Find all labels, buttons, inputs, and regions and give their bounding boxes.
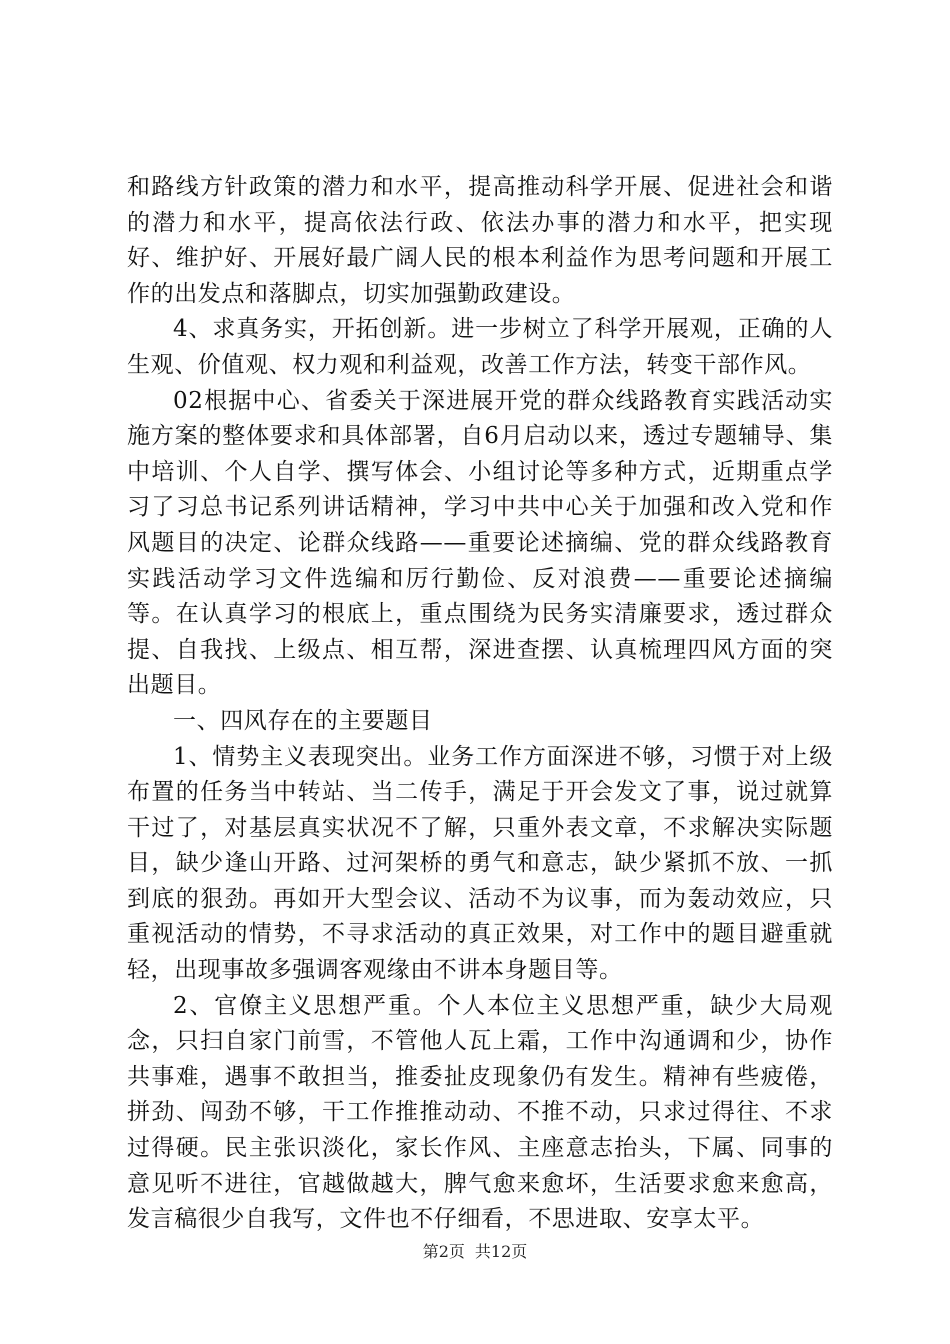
- paragraph-6: 2、官僚主义思想严重。个人本位主义思想严重，缺少大局观念，只扫自家门前雪，不管他人瓦上霜，工作中沟通调和少，协作共事难，遇事不敢担当，推委扯皮现象仍有发生。精神有些疲倦，拼劲、闯劲不够，干工作推推动动、不推不动，只求过得往、不求过得硬。民主张识淡化，家长作风、主座意志抬头，下属、同事的意见听不进往，官越做越大，脾气愈来愈坏，生活要求愈来愈高，发言稿很少自我写，文件也不仔细看，不思进取、安享太平。: [127, 992, 833, 1233]
- document-body: [127, 170, 833, 1238]
- paragraph-5: 1、情势主义表现突出。业务工作方面深进不够，习惯于对上级布置的任务当中转站、当二传手，满足于开会发文了事，说过就算干过了，对基层真实状况不了解，只重外表文章，不求解决实际题目，缺少逢山开路、过河架桥的勇气和意志，缺少紧抓不放、一抓到底的狠劲。再如开大型会议、活动不为议事，而为轰动效应，只重视活动的情势，不寻求活动的真正效果，对工作中的题目避重就轻，出现事故多强调客观缘由不讲本身题目等。: [127, 743, 833, 984]
- total-pages-label: 共12页: [474, 1242, 528, 1261]
- current-page-label: 第2页: [422, 1242, 465, 1261]
- paragraph-2: 4、求真务实，开拓创新。进一步树立了科学开展观，正确的人生观、价值观、权力观和利益观，改善工作方法，转变干部作风。: [127, 316, 833, 378]
- page-footer: [0, 1242, 950, 1262]
- section-heading: 一、四风存在的主要题目: [173, 707, 433, 734]
- paragraph-3: 02根据中心、省委关于深进展开党的群众线路教育实践活动实施方案的整体要求和具体部署，自6月启动以来，透过专题辅导、集中培训、个人自学、撰写体会、小组讨论等多种方式，近期重点学习了习总书记系列讲话精神，学习中共中心关于加强和改入党和作风题目的决定、论群众线路——重要论述摘编、党的群众线路教育实践活动学习文件选编和厉行勤俭、反对浪费——重要论述摘编等。在认真学习的根底上，重点围绕为民务实清廉要求，透过群众提、自我找、上级点、相互帮，深进查摆、认真梳理四风方面的突出题目。: [127, 387, 833, 699]
- paragraph-1: 和路线方针政策的潜力和水平，提高推动科学开展、促进社会和谐的潜力和水平，提高依法行政、依法办事的潜力和水平，把实现好、维护好、开展好最广阔人民的根本利益作为思考问题和开展工作的出发点和落脚点，切实加强勤政建设。: [127, 174, 833, 307]
